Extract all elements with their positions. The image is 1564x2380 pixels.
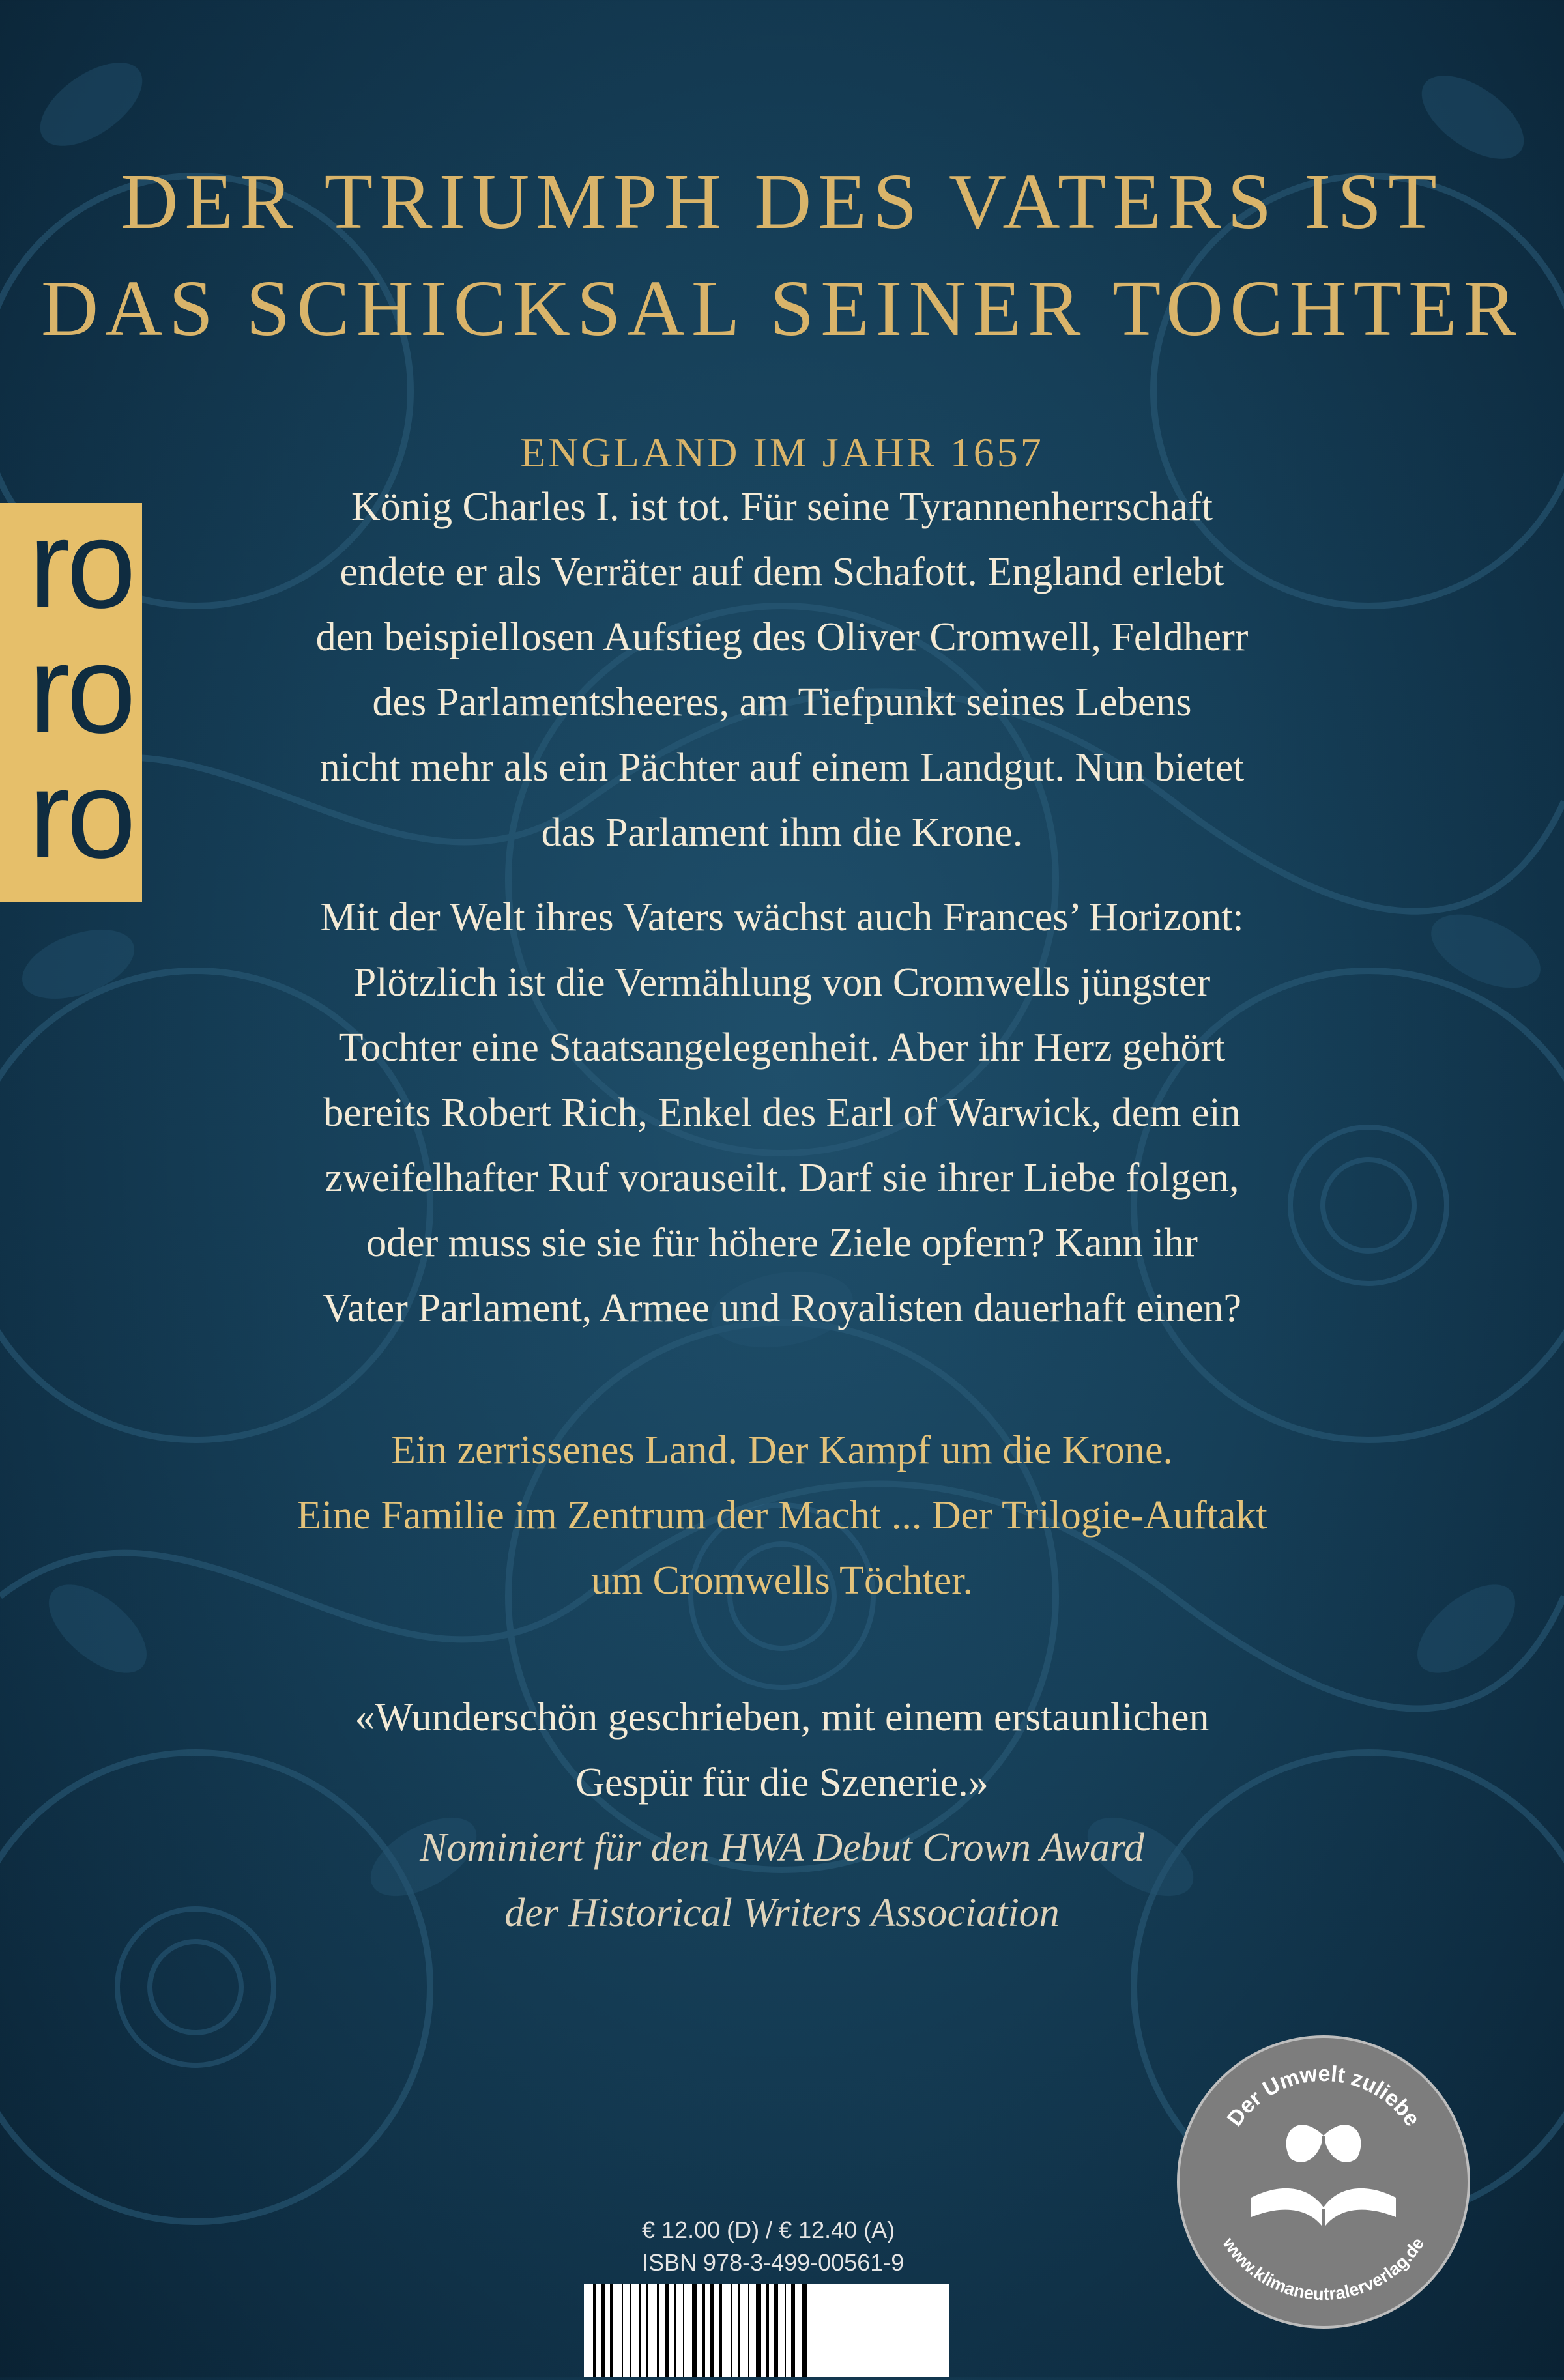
price-block: [642, 2214, 904, 2279]
eco-badge-graphic: [1180, 2038, 1468, 2326]
review-quote: [195, 1685, 1368, 1945]
blurb-line: oder muss sie sie für höhere Ziele opfern? Kann ihr: [366, 1221, 1198, 1265]
eco-badge-bottom-text: www.klimaneutralerverlag.de: [1219, 2233, 1428, 2304]
isbn: ISBN 978-3-499-00561-9: [642, 2249, 905, 2276]
publisher-logo: [0, 503, 142, 902]
barcode-bar: [630, 2284, 631, 2377]
barcode-bar: [610, 2284, 613, 2377]
tagline: [195, 1418, 1368, 1613]
headline: [0, 149, 1564, 362]
barcode-bar: [692, 2284, 697, 2377]
quote-line-2: Gespür für die Szenerie.»: [575, 1760, 989, 1805]
blurb-line: bereits Robert Rich, Enkel des Earl of Warwick, dem ein: [323, 1091, 1241, 1135]
blurb-paragraph-2: [195, 885, 1368, 1341]
tagline-line: um Cromwells Töchter.: [590, 1558, 974, 1603]
svg-text:www.klimaneutralerverlag.de: [1219, 2233, 1428, 2304]
barcode-bar: [756, 2284, 761, 2377]
headline-line-1: DER TRIUMPH DES VATERS IST: [121, 158, 1443, 246]
blurb-line: Plötzlich ist die Vermählung von Cromwells jüngster: [353, 960, 1211, 1005]
barcode-bar: [622, 2284, 623, 2377]
barcode-bar: [657, 2284, 659, 2377]
barcode-bar: [601, 2284, 605, 2377]
barcode-bar: [639, 2284, 641, 2377]
barcode-bar: [719, 2284, 722, 2377]
barcode: [584, 2284, 949, 2377]
barcode-bar: [646, 2284, 648, 2377]
barcode-bar: [710, 2284, 714, 2377]
barcode-bar: [785, 2284, 786, 2377]
open-book-with-leaves-icon: [1251, 2125, 1396, 2228]
publisher-logo-line-1: ro: [29, 503, 132, 634]
publisher-logo-line-2: ro: [29, 619, 132, 759]
blurb-line: das Parlament ihm die Krone.: [541, 810, 1023, 855]
price: € 12.00 (D) / € 12.40 (A): [642, 2216, 895, 2243]
barcode-bar: [731, 2284, 732, 2377]
barcode-bar: [766, 2284, 769, 2377]
barcode-bar: [748, 2284, 749, 2377]
barcode-bar: [738, 2284, 740, 2377]
barcode-bar: [702, 2284, 705, 2377]
blurb-line: des Parlamentsheeres, am Tiefpunkt seines Lebens: [372, 680, 1192, 724]
eco-badge: [1177, 2035, 1470, 2329]
blurb-line: zweifelhafter Ruf vorauseilt. Darf sie ihrer Liebe folgen,: [325, 1156, 1239, 1200]
blurb-paragraph-1: [195, 474, 1368, 865]
blurb-line: Mit der Welt ihres Vaters wächst auch Frances’ Horizont:: [320, 895, 1244, 939]
barcode-bars: [584, 2284, 949, 2377]
barcode-bar: [791, 2284, 795, 2377]
barcode-bar: [593, 2284, 596, 2377]
svg-text:Der Umwelt zuliebe: [1223, 2061, 1425, 2131]
barcode-bar: [674, 2284, 676, 2377]
barcode-bar: [683, 2284, 684, 2377]
barcode-bar: [802, 2284, 807, 2377]
eco-badge-top-text: Der Umwelt zuliebe: [1222, 2061, 1425, 2131]
blurb-line: König Charles I. ist tot. Für seine Tyrannenherrschaft: [351, 485, 1213, 529]
blurb-line: nicht mehr als ein Pächter auf einem Landgut. Nun bietet: [319, 745, 1245, 790]
quote-source-line-1: Nominiert für den HWA Debut Crown Award: [420, 1826, 1144, 1870]
barcode-bar: [665, 2284, 669, 2377]
barcode-bar: [774, 2284, 778, 2377]
tagline-line: Ein zerrissenes Land. Der Kampf um die Krone.: [391, 1428, 1173, 1472]
headline-line-2: DAS SCHICKSAL SEINER TOCHTER: [40, 265, 1524, 352]
blurb-line: Tochter eine Staatsangelegenheit. Aber ihr Herz gehört: [338, 1025, 1226, 1070]
blurb-heading: ENGLAND IM JAHR 1657: [520, 429, 1044, 476]
tagline-line: Eine Familie im Zentrum der Macht ... Der Trilogie-Auftakt: [297, 1493, 1267, 1538]
quote-line-1: «Wunderschön geschrieben, mit einem erstaunlichen: [355, 1695, 1209, 1740]
blurb-line: den beispiellosen Aufstieg des Oliver Cromwell, Feldherr: [315, 615, 1249, 659]
publisher-logo-line-3: ro: [29, 744, 132, 884]
quote-source-line-2: der Historical Writers Association: [504, 1891, 1060, 1935]
blurb-line: endete er als Verräter auf dem Schafott. England erlebt: [340, 550, 1224, 594]
blurb-line: Vater Parlament, Armee und Royalisten dauerhaft einen?: [323, 1286, 1241, 1330]
